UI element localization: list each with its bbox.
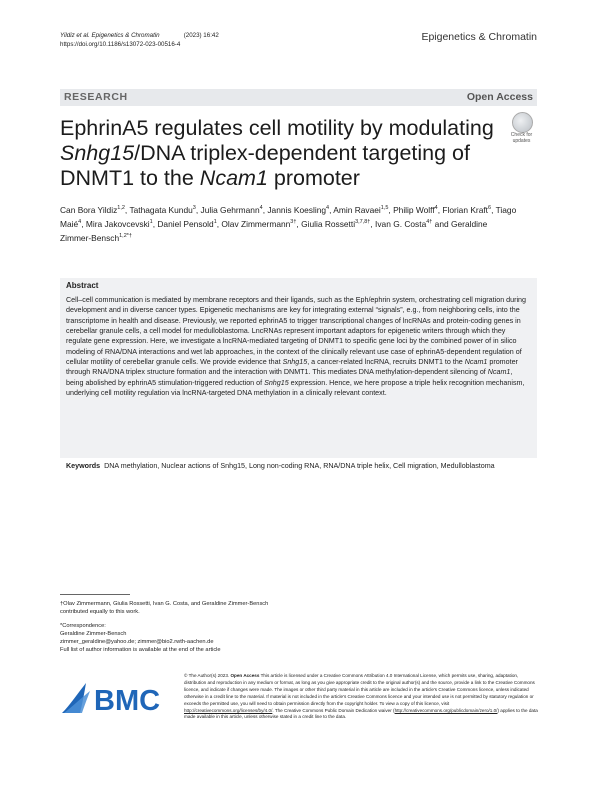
correspondence-block <box>60 622 290 654</box>
license-text-2: This article is licensed under a Creative Commons Attribution 4.0 International License, which permits use, sharing, adaptation, distribution and reproduction in any medium or format, as long as you give appropriate credit to the original author(s) and the source, provide a link to the Creative Commons licence, and indicate if changes were made. The images or other third party material in this article are included in the article's Creative Commons licence, unless indicated otherwise in a credit line to the material. If material is not included in the article's Creative Commons licence and your intended use is not permitted by statutory regulation or exceeds the permitted use, you will need to obtain permission directly from the copyright holder. To view a copy of this licence, visit <box>184 673 535 706</box>
citation-year: (2023) 16:42 <box>183 32 219 39</box>
abstract-gene-3: Ncam1 <box>487 368 511 377</box>
author-affiliation-marker: 3† <box>290 218 297 225</box>
abstract-heading: Abstract <box>66 281 99 290</box>
abstract-gene-4: Snhg15 <box>264 378 289 387</box>
keywords-list: DNA methylation, Nuclear actions of Snhg15, Long non-coding RNA, RNA/DNA triple helix, Cell migration, Medulloblastoma <box>104 462 495 470</box>
citation-doi[interactable]: https://doi.org/10.1186/s13072-023-00516-4 <box>60 41 181 48</box>
abstract-text-1: Cell–cell communication is mediated by membrane receptors and their ligands, such as the Eph/ephrin system, orchestrating cell migration during development and in diverse cancer types. Epigenetic mechanisms are key for integrating external “signals”, e.g., from neighboring cells, into the transcriptome in health and disease. Previously, we reported ephrinA5 to trigger transcriptional changes of lncRNAs and protein-coding genes in cerebellar granule cells, a cell model for medulloblastoma. LncRNAs represent important adaptors for epigenetic writers through which they regulate gene expression. Here, we investigate a lncRNA-mediated targeting of DNMT1 to specific gene loci by the combined power of in silico modeling of RNA/DNA interactions and wet lab approaches, in the context of the clinically relevant use case of ephrinA5-dependent regulation of cellular motility of cerebellar granule cells. We provide evidence that <box>66 296 527 367</box>
author-name: Olav Zimmermann <box>221 218 291 229</box>
author-name: Geraldine Zimmer-Bensch <box>60 218 488 243</box>
title-gene-1: Snhg15 <box>60 141 135 165</box>
author-name: Tathagata Kundu <box>129 204 193 215</box>
author-name: Florian Kraft <box>442 204 489 215</box>
author-name: Ivan G. Costa <box>375 218 427 229</box>
license-open-access: Open Access <box>230 673 260 678</box>
author-affiliation-marker: 6 <box>488 205 492 211</box>
author-affiliation-marker: 1,2*† <box>119 232 132 239</box>
author-name: Jannis Koesling <box>267 204 327 215</box>
license-text-4: ) applies to the data made available in this article, unless otherwise stated in a credit line to the data. <box>184 707 538 720</box>
author-affiliation-marker: 1,2 <box>117 205 125 211</box>
license-link-cc0[interactable]: http://creativecommons.org/publicdomain/zero/1.0/ <box>394 707 498 713</box>
author-affiliation-marker: 1 <box>213 218 217 225</box>
journal-name: Epigenetics & Chromatin <box>421 31 537 43</box>
article-title <box>60 116 500 191</box>
author-name: Giulia Rossetti <box>301 218 356 229</box>
affiliation-note: Full list of author information is available at the end of the article <box>60 647 221 653</box>
title-part-2: /DNA triplex-dependent targeting of DNMT1 to the <box>60 141 470 190</box>
author-affiliation-marker: 1,5 <box>380 205 389 211</box>
abstract-body <box>66 295 528 398</box>
keywords-line <box>66 461 528 471</box>
correspondence-name: Geraldine Zimmer-Bensch <box>60 631 127 637</box>
keywords-label: Keywords <box>66 462 101 470</box>
author-name: Mira Jakovcevski <box>85 218 150 229</box>
section-label: RESEARCH <box>64 91 128 103</box>
open-access-label: Open Access <box>466 91 533 103</box>
running-header-citation <box>60 31 219 49</box>
abstract-text-3: promoter through RNA/DNA triplex structure formation and the interaction with DNMT1. This mediates DNA methylation-dependent silencing of <box>66 358 518 377</box>
author-affiliation-marker: 1 <box>149 218 153 225</box>
author-affiliation-marker: 4 <box>326 205 330 211</box>
citation-journal: Yildiz et al. Epigenetics & Chromatin <box>60 32 160 39</box>
author-affiliation-marker: 4 <box>78 218 82 225</box>
correspondence-label: *Correspondence: <box>60 623 106 629</box>
license-link-cc-by[interactable]: http://creativecommons.org/licenses/by/4.0/ <box>184 707 273 713</box>
bmc-logo-icon <box>60 677 180 717</box>
author-affiliation-marker: 4 <box>259 205 263 211</box>
correspondence-email[interactable]: zimmer_geraldine@yahoo.de; zimmer@bio2.rwth-aachen.de <box>60 639 214 645</box>
abstract-box <box>60 278 537 458</box>
author-name: Philip Wolff <box>393 204 435 215</box>
license-text-3: . The Creative Commons Public Domain Dedication waiver ( <box>272 707 395 713</box>
author-name: Daniel Pensold <box>157 218 214 229</box>
title-part-3: promoter <box>267 166 360 190</box>
title-part-1: EphrinA5 regulates cell motility by modulating <box>60 116 494 140</box>
author-affiliation-marker: 3 <box>192 205 196 211</box>
svg-text:BMC: BMC <box>94 685 161 717</box>
equal-contribution-note: †Olav Zimmermann, Giulia Rossetti, Ivan G. Costa, and Geraldine Zimmer-Bensch contributed equally to this work. <box>60 601 269 615</box>
author-name: Amin Ravaei <box>333 204 381 215</box>
author-list: Can Bora Yildiz$^{1,2}$, Tathagata Kundu$^3$, Julia Gehrmann$^4$, Jannis Koesling$^4$, Amin Ravaei$^{1,5}$, Philip Wolff$^4$, Florian Kraft$^6$, Tiago Maié$^4$, Mira Jakovcevski$^1$, Daniel Pensold$^1$, Olav Zimmermann$^{3\dagger}$, Giulia Rossetti$^{3,7,8\dagger}$, Ivan G. Costa$^{4\dagger}$ and Geraldine Zimmer-Bensch$^{1,2*\dagger}$ <box>60 204 517 243</box>
author-affiliation-marker: 3,7,8† <box>355 218 371 225</box>
author-affiliation-marker: 4 <box>434 205 438 211</box>
title-gene-2: Ncam1 <box>199 166 268 190</box>
license-statement <box>184 673 538 721</box>
footnote-divider <box>60 594 130 595</box>
check-updates-label: Check for updates <box>510 132 533 144</box>
abstract-text-4: , being abolished by ephrinA5 stimulation-triggered reduction of <box>66 368 513 387</box>
author-name: Can Bora Yildiz <box>60 204 118 215</box>
bmc-logo <box>60 677 180 717</box>
citation-line-1 <box>60 31 219 40</box>
article-type-band <box>60 89 537 106</box>
abstract-gene-1: Snhg15 <box>282 358 308 367</box>
license-text-1: © The Author(s) 2023. <box>184 673 231 678</box>
abstract-text-2: , a cancer-related lncRNA, recruits DNMT1 to the <box>307 358 465 367</box>
author-affiliation-marker: 4† <box>426 218 433 225</box>
author-name: Julia Gehrmann <box>200 204 260 215</box>
abstract-text-5: expression. Hence, we here propose a triple helix recognition mechanism, underlying cell motility regulation via lncRNA-targeted DNA methylation in a clinically relevant context. <box>66 378 525 398</box>
check-for-updates-badge[interactable] <box>505 112 538 146</box>
author-name: Tiago Maié <box>60 204 517 229</box>
check-updates-icon <box>512 112 533 133</box>
abstract-gene-2: Ncam1 <box>464 358 488 367</box>
